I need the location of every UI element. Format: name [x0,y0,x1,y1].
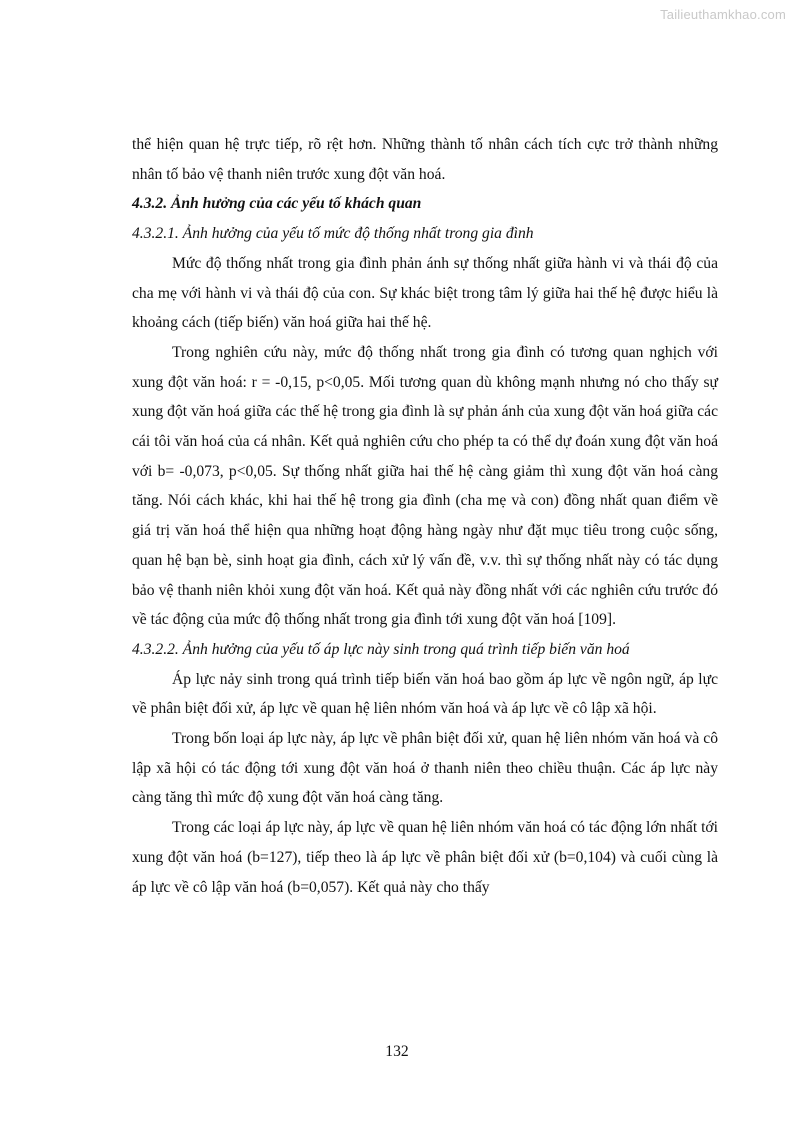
paragraph-stress-effects: Trong bốn loại áp lực này, áp lực về phân biệt đối xử, quan hệ liên nhóm văn hoá và cô lập xã hội có tác động tới xung đột văn hoá ở thanh niên theo chiều thuận. Các áp lực này càng tăng thì mức độ xung đột văn hoá càng tăng. [132,730,718,807]
page-number: 132 [385,1043,409,1060]
paragraph-acculturation-stress-types: Áp lực nảy sinh trong quá trình tiếp biến văn hoá bao gồm áp lực về ngôn ngữ, áp lực về phân biệt đối xử, áp lực về quan hệ liên nhóm văn hoá và áp lực về cô lập xã hội. [132,670,718,718]
paragraph-family-unity-results: Trong nghiên cứu này, mức độ thống nhất trong gia đình có tương quan nghịch với xung đột văn hoá: r = -0,15, p<0,05. Mối tương quan dù không mạnh nhưng nó cho thấy sự xung đột văn hoá giữa các thế hệ trong gia đình là sự phản ánh của xung đột văn hoá giữa các cái tôi văn hoá của cá nhân. Kết quả nghiên cứu cho phép ta có thể dự đoán xung đột văn hoá với b= -0,073, p<0,05. Sự thống nhất giữa hai thế hệ càng giảm thì xung đột văn hoá càng tăng. Nói cách khác, khi hai thế hệ trong gia đình (cha mẹ và con) đồng nhất quan điểm về giá trị văn hoá thể hiện qua những hoạt động hàng ngày như đặt mục tiêu trong cuộc sống, quan hệ bạn bè, sinh hoạt gia đình, cách xử lý vấn đề, v.v. thì sự thống nhất này có tác dụng bảo vệ thanh niên khỏi xung đột văn hoá. Kết quả này đồng nhất với các nghiên cứu trước đó về tác động của mức độ thống nhất trong gia đình tới xung đột văn hoá [109]. [132,343,718,629]
paragraph-stress-coefficients: Trong các loại áp lực này, áp lực về quan hệ liên nhóm văn hoá có tác động lớn nhất tới xung đột văn hoá (b=127), tiếp theo là áp lực về phân biệt đối xử (b=0,104) và cuối cùng là áp lực về cô lập văn hoá (b=0,057). Kết quả này cho thấy [132,819,718,896]
paragraph-family-unity-definition: Mức độ thống nhất trong gia đình phản ánh sự thống nhất giữa hành vi và thái độ của cha mẹ với hành vi và thái độ của con. Sự khác biệt trong tâm lý giữa hai thế hệ được hiểu là khoảng cách (tiếp biến) văn hoá giữa hai thế hệ. [132,254,718,332]
page-body [132,130,718,902]
watermark: Tailieuthamkhao.com [660,7,786,22]
subsection-heading-4-3-2-1: 4.3.2.1. Ảnh hưởng của yếu tố mức độ thống nhất trong gia đình [132,225,534,243]
paragraph-continuation: thể hiện quan hệ trực tiếp, rõ rệt hơn. Những thành tố nhân cách tích cực trở thành những nhân tố bảo vệ thanh niên trước xung đột văn hoá. [132,136,718,183]
section-heading-4-3-2: 4.3.2. Ảnh hưởng của các yếu tố khách quan [132,195,422,213]
subsection-heading-4-3-2-2: 4.3.2.2. Ảnh hưởng của yếu tố áp lực này sinh trong quá trình tiếp biến văn hoá [132,640,630,658]
